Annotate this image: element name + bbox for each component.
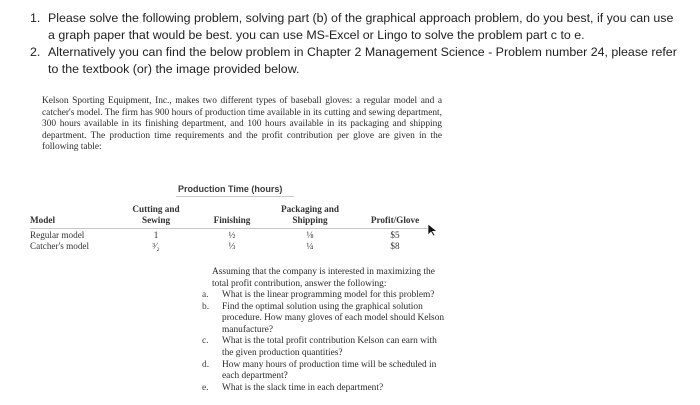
row-finishing: ⅓ [228,241,236,251]
part-letter: b. [202,301,210,312]
instruction-item [30,10,680,44]
instruction-number: 1. [30,11,41,25]
cursor-arrow-icon [427,223,439,237]
column-header-finishing: Finishing [213,215,251,225]
problem-part-b [202,302,447,337]
row-packaging: ¼ [306,241,314,251]
problem-part-d [202,360,447,383]
part-letter: c. [202,336,209,347]
column-header-profit: Profit/Glove [370,215,420,225]
part-text: Find the optimal solution using the graphical solution procedure. How many gloves of each model should Kelson manufacture? [222,301,445,335]
table-header-rule [30,228,430,229]
row-model: Catcher's model [30,241,90,251]
part-text: What is the total profit contribution Kelson can earn with the given production quantities? [222,336,437,358]
textbook-excerpt [0,90,700,405]
part-letter: a. [202,290,209,300]
instruction-text: Alternatively you can find the below problem in Chapter 2 Management Science - Problem number 24, please refer to the textbook (or) the image provided below. [48,45,677,76]
row-finishing: ½ [228,230,236,240]
row-profit: $8 [390,241,400,251]
part-text: How many hours of production time will be scheduled in each department? [222,359,437,382]
part-letter: d. [202,359,210,370]
problem-parts [202,290,447,394]
instruction-number: 2. [30,45,41,59]
instructions-list [30,10,680,78]
problem-part-c [202,336,447,359]
column-header-packaging: Packaging and Shipping [281,204,339,225]
row-profit: $5 [390,230,400,240]
row-cutting: ³⁄₂ [152,241,160,251]
problem-part-a [202,290,447,302]
problem-question: Assuming that the company is interested in maximizing the total profit contribution, answer the following: [212,267,435,289]
column-header-cutting: Cutting and Sewing [132,204,180,225]
table-group-heading: Production Time (hours) [178,184,283,194]
part-letter: e. [202,382,209,393]
row-cutting: 1 [153,230,159,240]
row-model: Regular model [30,230,85,240]
problem-intro: Kelson Sporting Equipment, Inc., makes two different types of baseball gloves: a regular model and a catcher's model. The firm has 900 hours of production time available in its cutting and sewing department, 300 hours available in its finishing department, and 100 hours available in its packaging and shipping department. The production time requirements and the profit contribution per glove are given in the following table: [42,96,442,153]
instruction-text: Please solve the following problem, solving part (b) of the graphical approach problem, do you best, if you can use a graph paper that would be best. you can use MS-Excel or Lingo to solve the problem part c to e. [48,11,674,42]
part-text: What is the slack time in each department? [222,382,384,393]
column-header-model: Model [30,215,56,225]
table-heading-rule [176,196,294,197]
problem-part-e [202,383,447,395]
row-packaging: ⅛ [306,230,314,240]
part-text: What is the linear programming model for this problem? [222,290,435,300]
instruction-item [30,44,680,78]
